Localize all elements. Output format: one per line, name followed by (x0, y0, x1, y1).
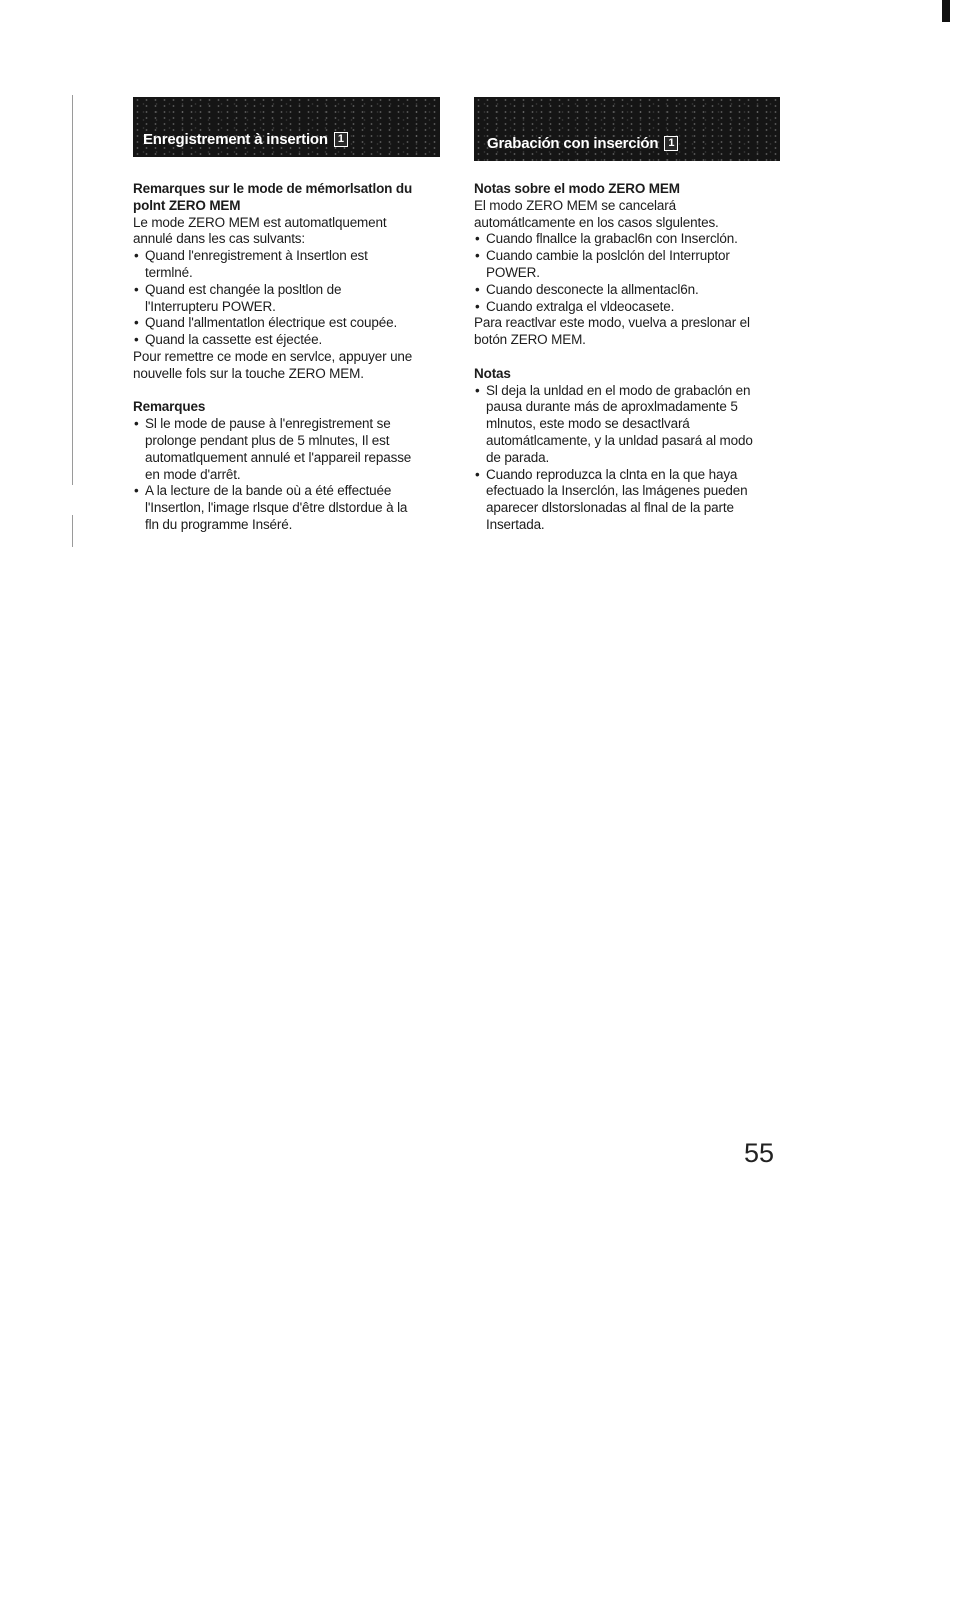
list-item-line: automatlquement annulé et l'appareil repasse (145, 449, 412, 465)
list-item-line: Insertada. (486, 516, 545, 532)
list-item-line: aparecer dlstorslonadas al flnal de la parte (486, 500, 734, 516)
list-item (474, 282, 794, 299)
list-item-line: • Cuando flnallce la grabacl6n con Inserclón. (486, 231, 738, 247)
list-item (133, 416, 453, 483)
list-item (133, 332, 453, 349)
list-item-line: termlné. (145, 264, 193, 280)
scan-corner-mark (942, 0, 950, 22)
list-item-line: • Sl le mode de pause à l'enregistrement se (145, 416, 391, 432)
spanish-column (474, 181, 794, 534)
section-title (143, 131, 348, 148)
list-item-line: • Quand la cassette est éjectée. (145, 332, 323, 348)
list-item (133, 315, 453, 332)
paragraph-line: annulé dans les cas sulvants: (133, 231, 306, 247)
list-item-line: mlnutos, este modo se desactlvará (486, 416, 690, 432)
list-item-line: • Cuando extralga el vldeocasete. (486, 298, 675, 314)
list-item-line: • Cuando cambie la poslclón del Interruptor (486, 248, 730, 264)
paragraph-line: El modo ZERO MEM se cancelará (474, 197, 676, 213)
spacer (133, 383, 453, 400)
paragraph-line: automátlcamente en los casos slgulentes. (474, 214, 719, 230)
french-column (133, 181, 453, 534)
list-item-line: en mode d'arrêt. (145, 466, 241, 482)
section-title-text: Grabación con inserción (487, 135, 659, 152)
list-item-line: efectuado la Inserclón, las lmágenes pueden (486, 483, 748, 499)
scan-artifact-line (72, 515, 73, 547)
list-item-line: • Quand l'enregistrement à Insertlon est (145, 248, 368, 264)
section-title-text: Enregistrement à insertion (143, 131, 328, 148)
list-item (133, 248, 453, 282)
list-item-line: automátlcamente, y la unldad pasará al modo (486, 432, 753, 448)
paragraph-line: Le mode ZERO MEM est automatlquement (133, 214, 387, 230)
paragraph-line: Para reactlvar este modo, vuelva a preslonar el (474, 315, 750, 331)
step-number-badge: 1 (664, 136, 678, 151)
subheading: Notas sobre el modo ZERO MEM (474, 181, 680, 196)
subheading: Notas (474, 365, 511, 381)
paragraph-line: nouvelle fols sur la touche ZERO MEM. (133, 365, 364, 381)
list-item-line: POWER. (486, 264, 540, 280)
list-item-line: prolonge pendant plus de 5 mlnutes, Il est (145, 432, 390, 448)
list-item-line: • Quand est changée la posltlon de (145, 281, 342, 297)
subheading: Remarques sur le mode de mémorlsatlon du (133, 181, 413, 196)
list-item-line: • Cuando desconecte la allmentacl6n. (486, 281, 699, 297)
list-item-line: fln du programme Inséré. (145, 516, 293, 532)
list-item-line: • A la lecture de la bande où a été effectuée (145, 483, 392, 499)
page-number: 55 (744, 1138, 775, 1168)
list-item-line: de parada. (486, 449, 550, 465)
list-item (474, 467, 794, 534)
subheading: polnt ZERO MEM (133, 197, 241, 213)
list-item (133, 483, 453, 533)
paragraph-line: botón ZERO MEM. (474, 332, 586, 348)
list-item (474, 231, 794, 248)
list-item-line: l'Interrupteru POWER. (145, 298, 276, 314)
list-item-line: • Quand l'allmentatlon électrique est coupée. (145, 315, 398, 331)
section-title (487, 135, 678, 152)
list-item (474, 248, 794, 282)
step-number-badge: 1 (334, 132, 348, 147)
section-header-french (133, 97, 440, 157)
list-item (474, 299, 794, 316)
subheading: Remarques (133, 399, 206, 415)
list-item-line: • Cuando reproduzca la clnta en la que haya (486, 466, 738, 482)
list-item-line: pausa durante más de aproxlmadamente 5 (486, 399, 738, 415)
list-item (474, 383, 794, 467)
paragraph-line: Pour remettre ce mode en servlce, appuyer une (133, 348, 413, 364)
list-item-line: • Sl deja la unldad en el modo de grabaclón en (486, 382, 751, 398)
list-item (133, 282, 453, 316)
list-item-line: l'Insertlon, l'image rlsque d'être dlstordue à la (145, 500, 408, 516)
scan-artifact-line (72, 95, 73, 485)
section-header-spanish (474, 97, 780, 161)
spacer (474, 349, 794, 366)
